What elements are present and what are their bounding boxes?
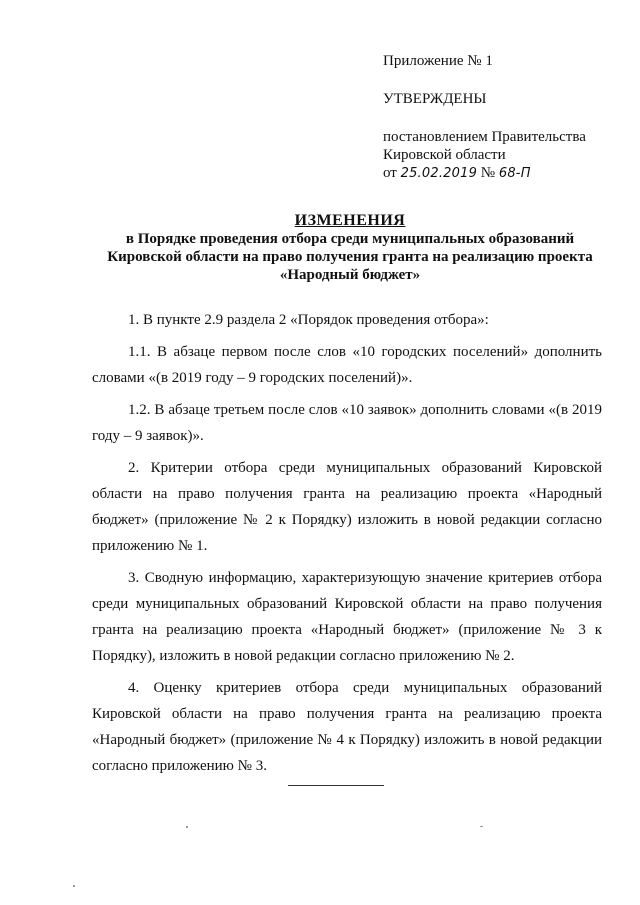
paragraph-4: 4. Оценку критериев отбора среди муниципальных образований Кировской области на право получения гранта на реализацию проекта «Народный бюджет» (приложение № 4 к Порядку) изложить в новой редакции согласно приложению № 3. [92,680,602,774]
resolution-number-prefix: № [480,165,496,181]
paragraph-1-1: 1.1. В абзаце первом после слов «10 городских поселений» дополнить словами «(в 2019 году – 9 городских поселений)». [92,344,602,386]
paragraph-2: 2. Критерии отбора среди муниципальных образований Кировской области на право получения гранта на реализацию проекта «Народный бюджет» (приложение № 2 к Порядку) изложить в новой редакции согласно приложению № 1. [92,460,602,554]
appendix-number: Приложение № 1 [383,53,493,69]
resolution-date-handwritten: 25.02.2019 [400,166,478,181]
appendix-header [383,52,623,183]
title-subtitle-line-2: Кировской области на право получения гранта на реализацию проекта [107,249,593,265]
resolution-date-line [383,164,623,183]
title-subtitle-line-3: «Народный бюджет» [279,267,421,283]
resolution-line-2: Кировской области [383,147,506,163]
resolution-date-prefix: от [383,165,397,181]
approved-label: УТВЕРЖДЕНЫ [383,91,487,107]
document-title [80,212,620,284]
resolution-reference [383,128,623,183]
paragraph-1: 1. В пункте 2.9 раздела 2 «Порядок проведения отбора»: [128,312,489,328]
document-body [92,307,602,785]
title-subtitle-line-1: в Порядке проведения отбора среди муниципальных образований [125,231,575,247]
resolution-number-handwritten: 68-П [498,166,531,181]
scan-speck [73,885,75,887]
closing-rule [288,785,384,786]
scan-speck [480,826,483,827]
resolution-line-1: постановлением Правительства [383,129,586,145]
title-main: ИЗМЕНЕНИЯ [294,212,406,229]
paragraph-1-2: 1.2. В абзаце третьем после слов «10 заявок» дополнить словами «(в 2019 году – 9 заявок)». [92,402,602,444]
scan-speck [186,826,188,828]
paragraph-3: 3. Сводную информацию, характеризующую значение критериев отбора среди муниципальных образований Кировской области на право получения гранта на реализацию проекта «Народный бюджет» (приложение № 3 к Порядку), изложить в новой редакции согласно приложению № 2. [92,570,602,664]
